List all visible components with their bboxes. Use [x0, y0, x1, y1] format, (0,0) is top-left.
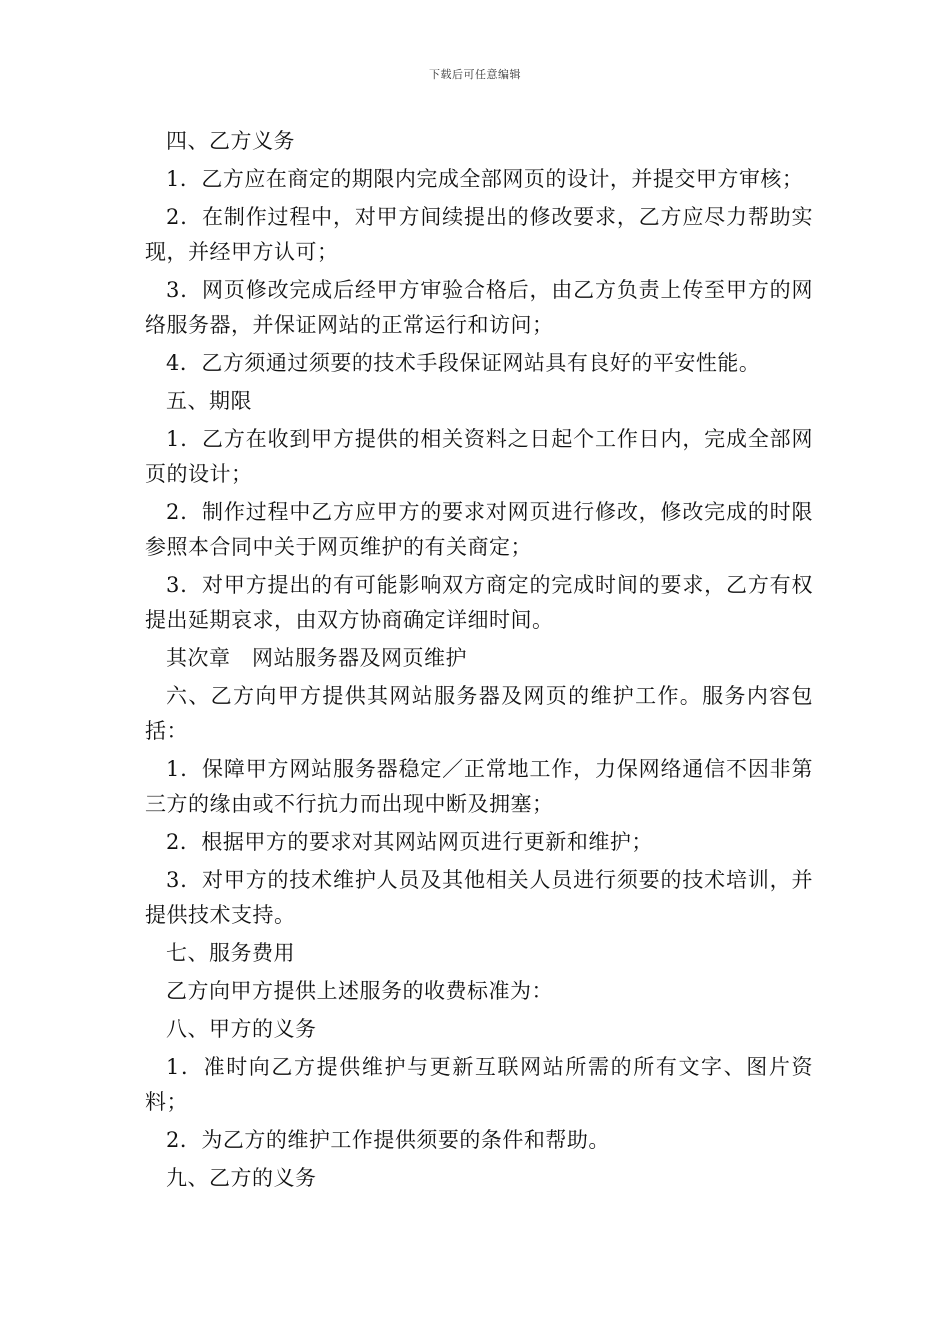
- paragraph: 2．根据甲方的要求对其网站网页进行更新和维护；: [166, 830, 653, 854]
- section-heading-party-b-duties: 九、乙方的义务: [166, 1166, 317, 1190]
- section-heading-party-a-obligations: 八、甲方的义务: [166, 1017, 317, 1041]
- paragraph: 4．乙方须通过须要的技术手段保证网站具有良好的平安性能。: [166, 351, 761, 375]
- header-note: 下载后可任意编辑: [429, 68, 521, 81]
- paragraph: 六、乙方向甲方提供其网站服务器及网页的维护工作。服务内容包括：: [145, 684, 813, 743]
- paragraph: 1．准时向乙方提供维护与更新互联网站所需的所有文字、图片资料；: [145, 1055, 813, 1114]
- paragraph: 乙方向甲方提供上述服务的收费标准为：: [166, 979, 553, 1003]
- section-heading-party-b-obligations: 四、乙方义务: [166, 129, 295, 153]
- paragraph: 2．制作过程中乙方应甲方的要求对网页进行修改，修改完成的时限参照本合同中关于网页维护的有关商定；: [145, 500, 813, 559]
- paragraph: 2．在制作过程中，对甲方间续提出的修改要求，乙方应尽力帮助实现，并经甲方认可；: [145, 205, 813, 264]
- paragraph: 1．乙方应在商定的期限内完成全部网页的设计，并提交甲方审核；: [166, 167, 804, 191]
- paragraph: 1．保障甲方网站服务器稳定／正常地工作，力保网络通信不因非第三方的缘由或不行抗力而出现中断及拥塞；: [145, 757, 813, 816]
- paragraph: 3．对甲方的技术维护人员及其他相关人员进行须要的技术培训，并提供技术支持。: [145, 868, 813, 927]
- paragraph: 1．乙方在收到甲方提供的相关资料之日起个工作日内，完成全部网页的设计；: [145, 427, 813, 486]
- section-heading-term: 五、期限: [166, 389, 252, 413]
- chapter-heading: 其次章 网站服务器及网页维护: [166, 646, 467, 670]
- paragraph: 2．为乙方的维护工作提供须要的条件和帮助。: [166, 1128, 610, 1152]
- paragraph: 3．对甲方提出的有可能影响双方商定的完成时间的要求，乙方有权提出延期哀求，由双方协商确定详细时间。: [145, 573, 813, 632]
- document-body: [145, 121, 813, 1196]
- paragraph: 3．网页修改完成后经甲方审验合格后，由乙方负责上传至甲方的网络服务器，并保证网站的正常运行和访问；: [145, 278, 813, 337]
- section-heading-service-fee: 七、服务费用: [166, 941, 295, 965]
